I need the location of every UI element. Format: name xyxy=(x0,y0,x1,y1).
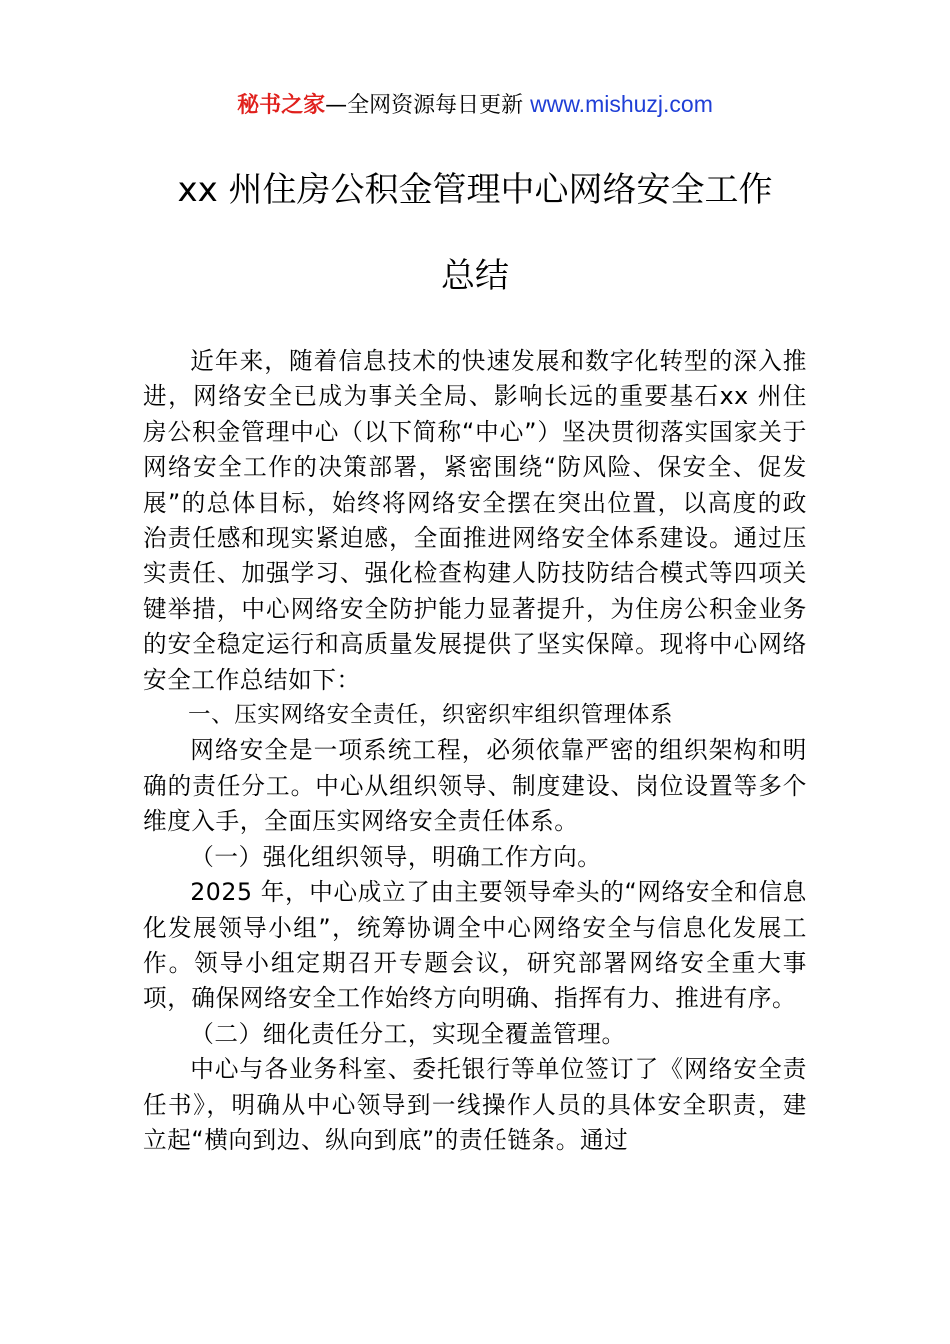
site-banner xyxy=(0,86,950,124)
document-title xyxy=(143,162,807,304)
body-paragraph: 中心与各业务科室、委托银行等单位签订了《网络安全责任书》，明确从中心领导到一线操作人员的具体安全职责，建立起“横向到边、纵向到底”的责任链条。通过 xyxy=(143,1055,807,1154)
title-line-2: 总结 xyxy=(441,256,509,296)
brand-name: 秘书之家 xyxy=(237,93,326,118)
banner-tagline: —全网资源每日更新 xyxy=(325,93,531,118)
site-url-link[interactable]: www.mishuzj.com xyxy=(530,91,713,117)
subsection-heading-1: （一）强化组织领导，明确工作方向。 xyxy=(190,842,602,871)
subsection-heading-2: （二）细化责任分工，实现全覆盖管理。 xyxy=(190,1019,626,1048)
body-paragraph: 网络安全是一项系统工程，必须依靠严密的组织架构和明确的责任分工。中心从组织领导、制度建设、岗位设置等多个维度入手，全面压实网络安全责任体系。 xyxy=(143,736,807,836)
document-body xyxy=(143,344,807,1158)
body-paragraph: 2025 年，中心成立了由主要领导牵头的“网络安全和信息化发展领导小组”，统筹协调全中心网络安全与信息化发展工作。领导小组定期召开专题会议，研究部署网络安全重大事项，确保网络安全工作始终方向明确、指挥有力、推进有序。 xyxy=(143,878,807,1013)
title-line-1: xx 州住房公积金管理中心网络安全工作 xyxy=(177,170,773,210)
section-heading-1: 一、压实网络安全责任，织密织牢组织管理体系 xyxy=(188,702,674,729)
intro-paragraph: 近年来，随着信息技术的快速发展和数字化转型的深入推进，网络安全已成为事关全局、影响长远的重要基石xx 州住房公积金管理中心（以下简称“中心”）坚决贯彻落实国家关于网络安全工作的决策部署，紧密围绕“防风险、保安全、促发展”的总体目标，始终将网络安全摆在突出位置，以高度的政治责任感和现实紧迫感，全面推进网络安全体系建设。通过压实责任、加强学习、强化检查构建人防技防结合模式等四项关键举措，中心网络安全防护能力显著提升，为住房公积金业务的安全稳定运行和高质量发展提供了坚实保障。现将中心网络安全工作总结如下： xyxy=(143,347,807,694)
